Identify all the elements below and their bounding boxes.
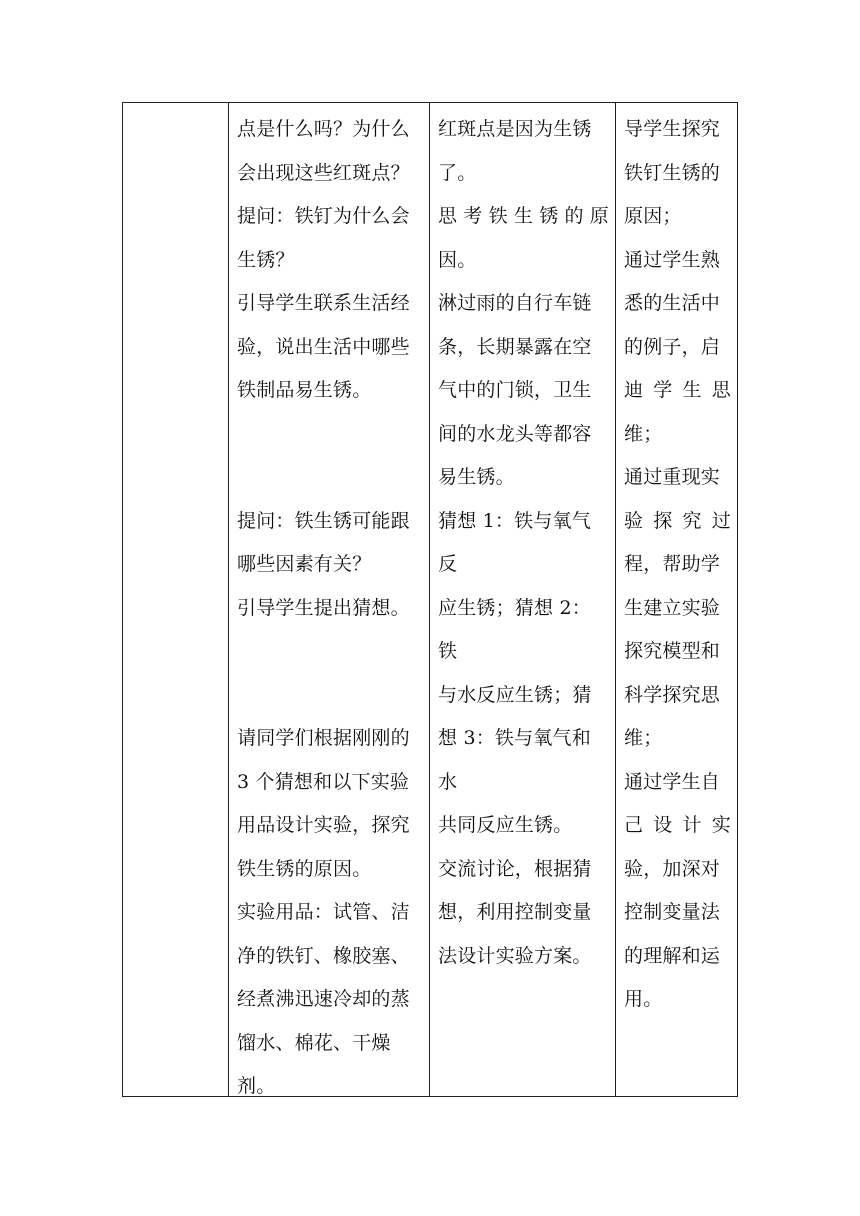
text-line: 气中的门锁，卫生 <box>438 379 592 401</box>
text-line: 程，帮助学 <box>624 553 721 575</box>
text-line: 思考铁生锈的原 <box>438 205 609 227</box>
text-line: 验探究过 <box>624 509 731 532</box>
text-line: 净的铁钉、橡胶塞、 <box>237 944 410 967</box>
teacher-activity-cell <box>229 103 429 1096</box>
text-line: 经煮沸迅速冷却的蒸 <box>237 988 410 1010</box>
text-line: 验，说出生活中哪些 <box>237 335 410 358</box>
text-line: 请同学们根据刚刚的 <box>237 727 410 749</box>
text-line: 红斑点是因为生锈 <box>438 118 592 140</box>
text-line: 易生锈。 <box>438 466 515 488</box>
text-line: 猜想 1：铁与氧气反 <box>438 509 591 575</box>
text-line: 通过学生自 <box>624 770 721 793</box>
text-line: 应生锈；猜想 2：铁 <box>438 596 591 662</box>
text-line: 想，利用控制变量 <box>438 901 592 923</box>
text-line: 实验用品：试管、洁 <box>237 901 410 923</box>
student-activity-cell <box>430 103 615 1096</box>
text-line: 提问：铁生锈可能跟 <box>237 509 410 532</box>
design-intent-cell <box>616 103 737 1096</box>
text-line: 共同反应生锈。 <box>438 814 573 836</box>
text-line: 科学探究思 <box>624 683 721 706</box>
text-line: 馏水、棉花、干燥剂。 <box>237 1031 391 1097</box>
text-line: 因。 <box>438 248 477 271</box>
text-line: 的例子，启 <box>624 335 721 358</box>
stage-cell <box>123 103 228 1096</box>
text-line: 通过重现实 <box>624 466 721 488</box>
text-line: 原因； <box>624 205 682 227</box>
text-line: 与水反应生锈；猜 <box>438 683 592 706</box>
text-line: 条，长期暴露在空 <box>438 335 592 358</box>
text-line: 维； <box>624 727 663 749</box>
text-line: 通过学生熟 <box>624 248 721 271</box>
lesson-plan-table <box>122 102 738 1097</box>
text-line: 交流讨论，根据猜 <box>438 857 592 880</box>
text-line: 迪学生思 <box>624 379 731 401</box>
text-line: 己设计实 <box>624 814 731 836</box>
text-line: 点是什么吗？为什么 <box>237 118 410 140</box>
text-line: 用品设计实验，探究 <box>237 814 410 836</box>
text-line: 提问：铁钉为什么会 <box>237 205 410 227</box>
text-line: 了。 <box>438 161 477 184</box>
text-line: 想 3：铁与氧气和水 <box>438 727 591 793</box>
text-line: 维； <box>624 422 663 445</box>
text-line: 引导学生联系生活经 <box>237 292 410 314</box>
text-line: 哪些因素有关？ <box>237 553 372 575</box>
text-line: 生建立实验 <box>624 596 721 619</box>
text-line: 生锈？ <box>237 248 295 271</box>
text-line: 控制变量法 <box>624 901 721 923</box>
text-line: 会出现这些红斑点？ <box>237 161 410 184</box>
text-line: 淋过雨的自行车链 <box>438 292 592 314</box>
text-line: 铁钉生锈的 <box>624 161 721 184</box>
text-line: 引导学生提出猜想。 <box>237 596 410 619</box>
text-line: 导学生探究 <box>624 118 721 140</box>
text-line: 铁制品易生锈。 <box>237 379 372 401</box>
text-line: 间的水龙头等都容 <box>438 422 592 445</box>
text-line: 3 个猜想和以下实验 <box>237 770 410 793</box>
text-line: 探究模型和 <box>624 640 721 662</box>
text-line: 法设计实验方案。 <box>438 944 592 967</box>
text-line: 铁生锈的原因。 <box>237 857 372 880</box>
text-line: 的理解和运 <box>624 944 721 967</box>
text-line: 用。 <box>624 988 663 1010</box>
text-line: 验，加深对 <box>624 857 721 880</box>
text-line: 悉的生活中 <box>624 292 721 314</box>
